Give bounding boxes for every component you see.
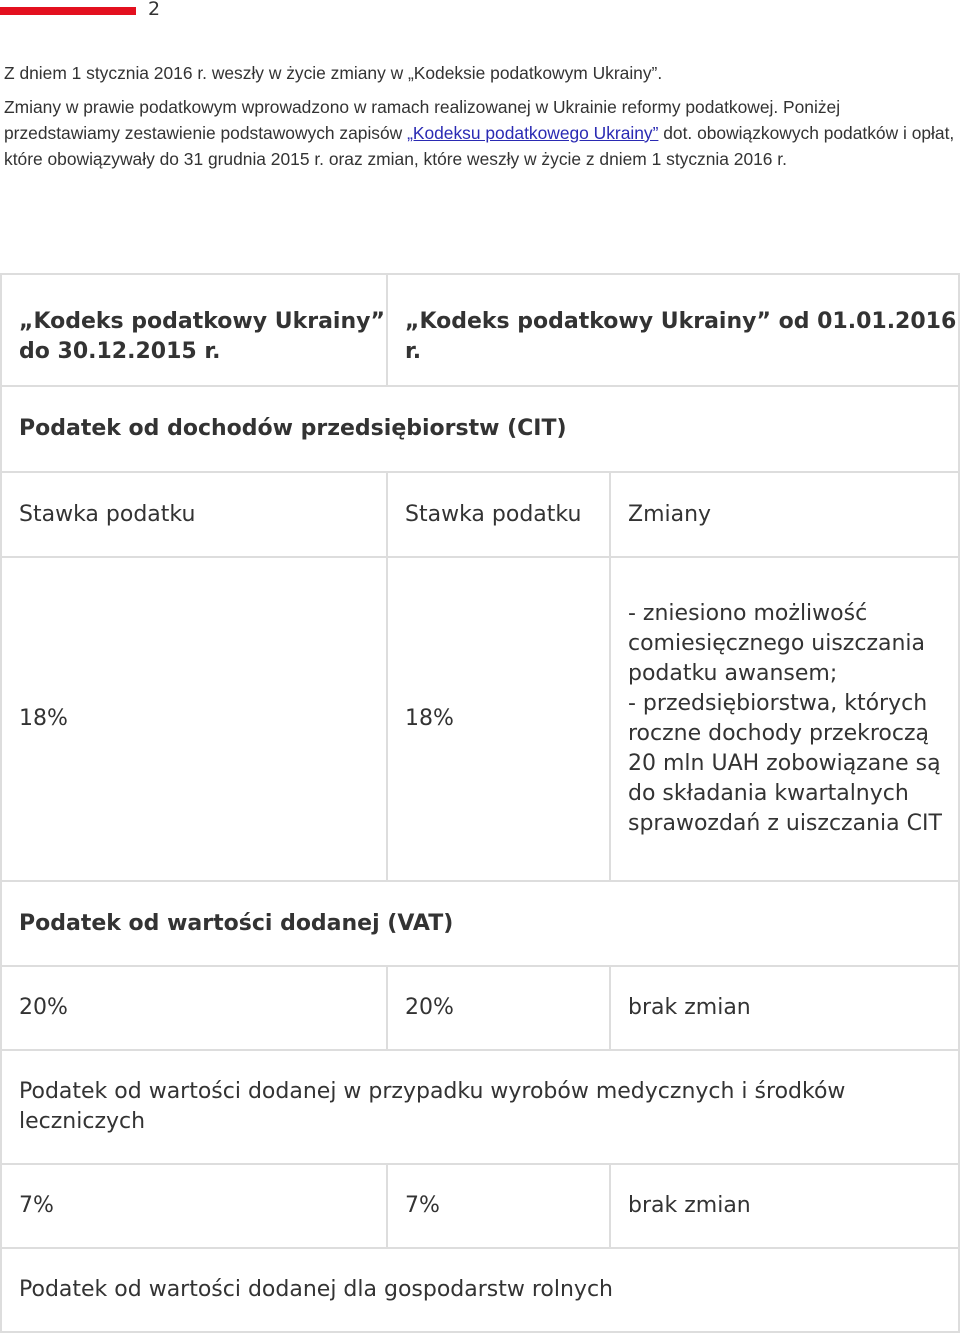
cit-section-title: Podatek od dochodów przedsiębiorstw (CIT) (1, 386, 959, 472)
vat-values-row (1, 966, 959, 1050)
cit-col-changes: Zmiany (610, 472, 959, 557)
cit-change-1: - zniesiono możliwość comiesięcznego uiszczania podatku awansem; (628, 601, 926, 686)
top-red-rule (0, 7, 136, 15)
vat-medical-rate-new: 7% (387, 1164, 610, 1248)
intro-line-1: Z dniem 1 stycznia 2016 r. weszły w życie zmiany w „Kodeksie podatkowym Ukrainy”. (4, 63, 663, 83)
intro-text (4, 60, 956, 172)
intro-para2-start: Zmiany w prawie podatkowym wprowadzono w ramach realizowanej w Ukrainie reformy podatkowej. Poniżej przedstawiamy zestawienie podstawowych zapisów (4, 97, 841, 143)
vat-medical-rate-old: 7% (1, 1164, 387, 1248)
intro-paragraph-2 (4, 94, 956, 172)
vat-medical-section-title: Podatek od wartości dodanej w przypadku wyrobów medycznych i środków leczniczych (1, 1050, 959, 1164)
tax-code-link[interactable]: „Kodeksu podatkowego Ukrainy” (407, 123, 659, 143)
vat-medical-change: brak zmian (610, 1164, 959, 1248)
vat-rate-new: 20% (387, 966, 610, 1050)
cit-rate-new: 18% (387, 557, 610, 881)
cit-changes-cell (610, 557, 959, 881)
vat-section-row (1, 881, 959, 966)
vat-section-title: Podatek od wartości dodanej (VAT) (1, 881, 959, 966)
cit-col-rate-new: Stawka podatku (387, 472, 610, 557)
vat-medical-section-row (1, 1050, 959, 1164)
cit-rate-old: 18% (1, 557, 387, 881)
cit-column-header-row (1, 472, 959, 557)
cit-change-2: - przedsiębiorstwa, których roczne dochody przekroczą 20 mln UAH zobowiązane są do składania kwartalnych sprawozdań z uiszczania CIT (628, 691, 942, 836)
vat-agri-section-row (1, 1248, 959, 1332)
cit-section-row (1, 386, 959, 472)
tax-comparison-table (0, 273, 960, 1333)
cit-col-rate-old: Stawka podatku (1, 472, 387, 557)
header-new-code: „Kodeks podatkowy Ukrainy” od 01.01.2016 r. (387, 274, 959, 386)
vat-agri-section-title: Podatek od wartości dodanej dla gospodarstw rolnych (1, 1248, 959, 1332)
vat-rate-old: 20% (1, 966, 387, 1050)
page-number: 2 (148, 0, 161, 20)
vat-change: brak zmian (610, 966, 959, 1050)
table-header-row (1, 274, 959, 386)
header-old-code: „Kodeks podatkowy Ukrainy” do 30.12.2015 r. (1, 274, 387, 386)
intro-para2-end: dot. obowiązkowych podatków i opłat, które obowiązywały do 31 grudnia 2015 r. oraz zmian, które weszły w życie z dniem 1 stycznia 2016 r. (4, 123, 955, 169)
vat-medical-values-row (1, 1164, 959, 1248)
cit-values-row (1, 557, 959, 881)
